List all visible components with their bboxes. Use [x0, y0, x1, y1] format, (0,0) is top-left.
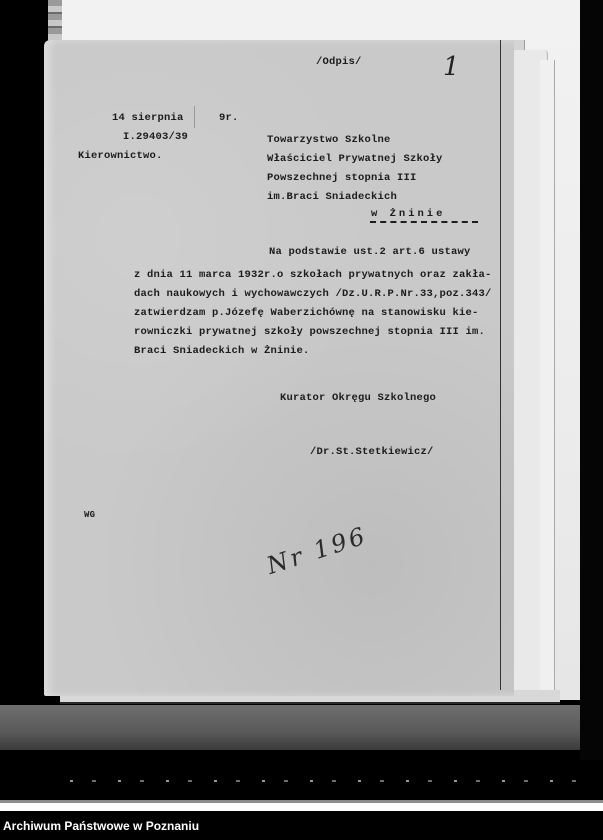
copy-mark: /Odpis/	[316, 56, 362, 68]
letter-year: 9r.	[219, 112, 239, 124]
body-line: z dnia 11 marca 1932r.o szkołach prywatnych oraz zakła-	[134, 269, 492, 281]
page-number: 1	[443, 52, 460, 82]
page-edge-line	[500, 40, 501, 690]
body-line: Na podstawie ust.2 art.6 ustawy	[269, 246, 471, 258]
film-edge-marks	[70, 780, 580, 782]
addressee-line: Towarzystwo Szkolne	[267, 134, 391, 146]
body-line: dach naukowych i wychowawczych /Dz.U.R.P.Nr.33,poz.343/	[134, 288, 492, 300]
sheet-stack-edge	[540, 60, 555, 695]
addressee-line: Powszechnej stopnia III	[267, 172, 417, 184]
body-line: zatwierdzam p.Józefę Waberzichównę na stanowisku kie-	[134, 307, 479, 319]
archive-label: Archiwum Państwowe w Poznaniu	[3, 819, 200, 833]
body-line: rowniczki prywatnej szkoły powszechnej stopnia III im.	[134, 326, 486, 338]
date-divider	[194, 106, 195, 128]
signature-name: /Dr.St.Stetkiewicz/	[310, 446, 434, 458]
addressee-line: Właściciel Prywatnej Szkoły	[267, 153, 443, 165]
addressee-location: w Żninie	[371, 208, 446, 220]
typist-initials: WG	[84, 510, 96, 520]
location-underline	[370, 221, 478, 223]
divider-band	[0, 803, 603, 811]
addressee-line: im.Braci Sniadeckich	[267, 191, 398, 203]
letter-date: 14 sierpnia	[112, 112, 184, 124]
department: Kierownictwo.	[78, 150, 163, 162]
handwritten-note: Nr 196	[263, 521, 371, 580]
reference-number: I.29403/39	[123, 131, 189, 143]
signature-title: Kurator Okręgu Szkolnego	[280, 392, 437, 404]
body-line: Braci Sniadeckich w Żninie.	[134, 345, 310, 357]
scan-border-right	[580, 0, 603, 800]
caption-bar	[0, 811, 603, 840]
table-surface	[0, 705, 580, 750]
binding-strip	[48, 0, 62, 44]
